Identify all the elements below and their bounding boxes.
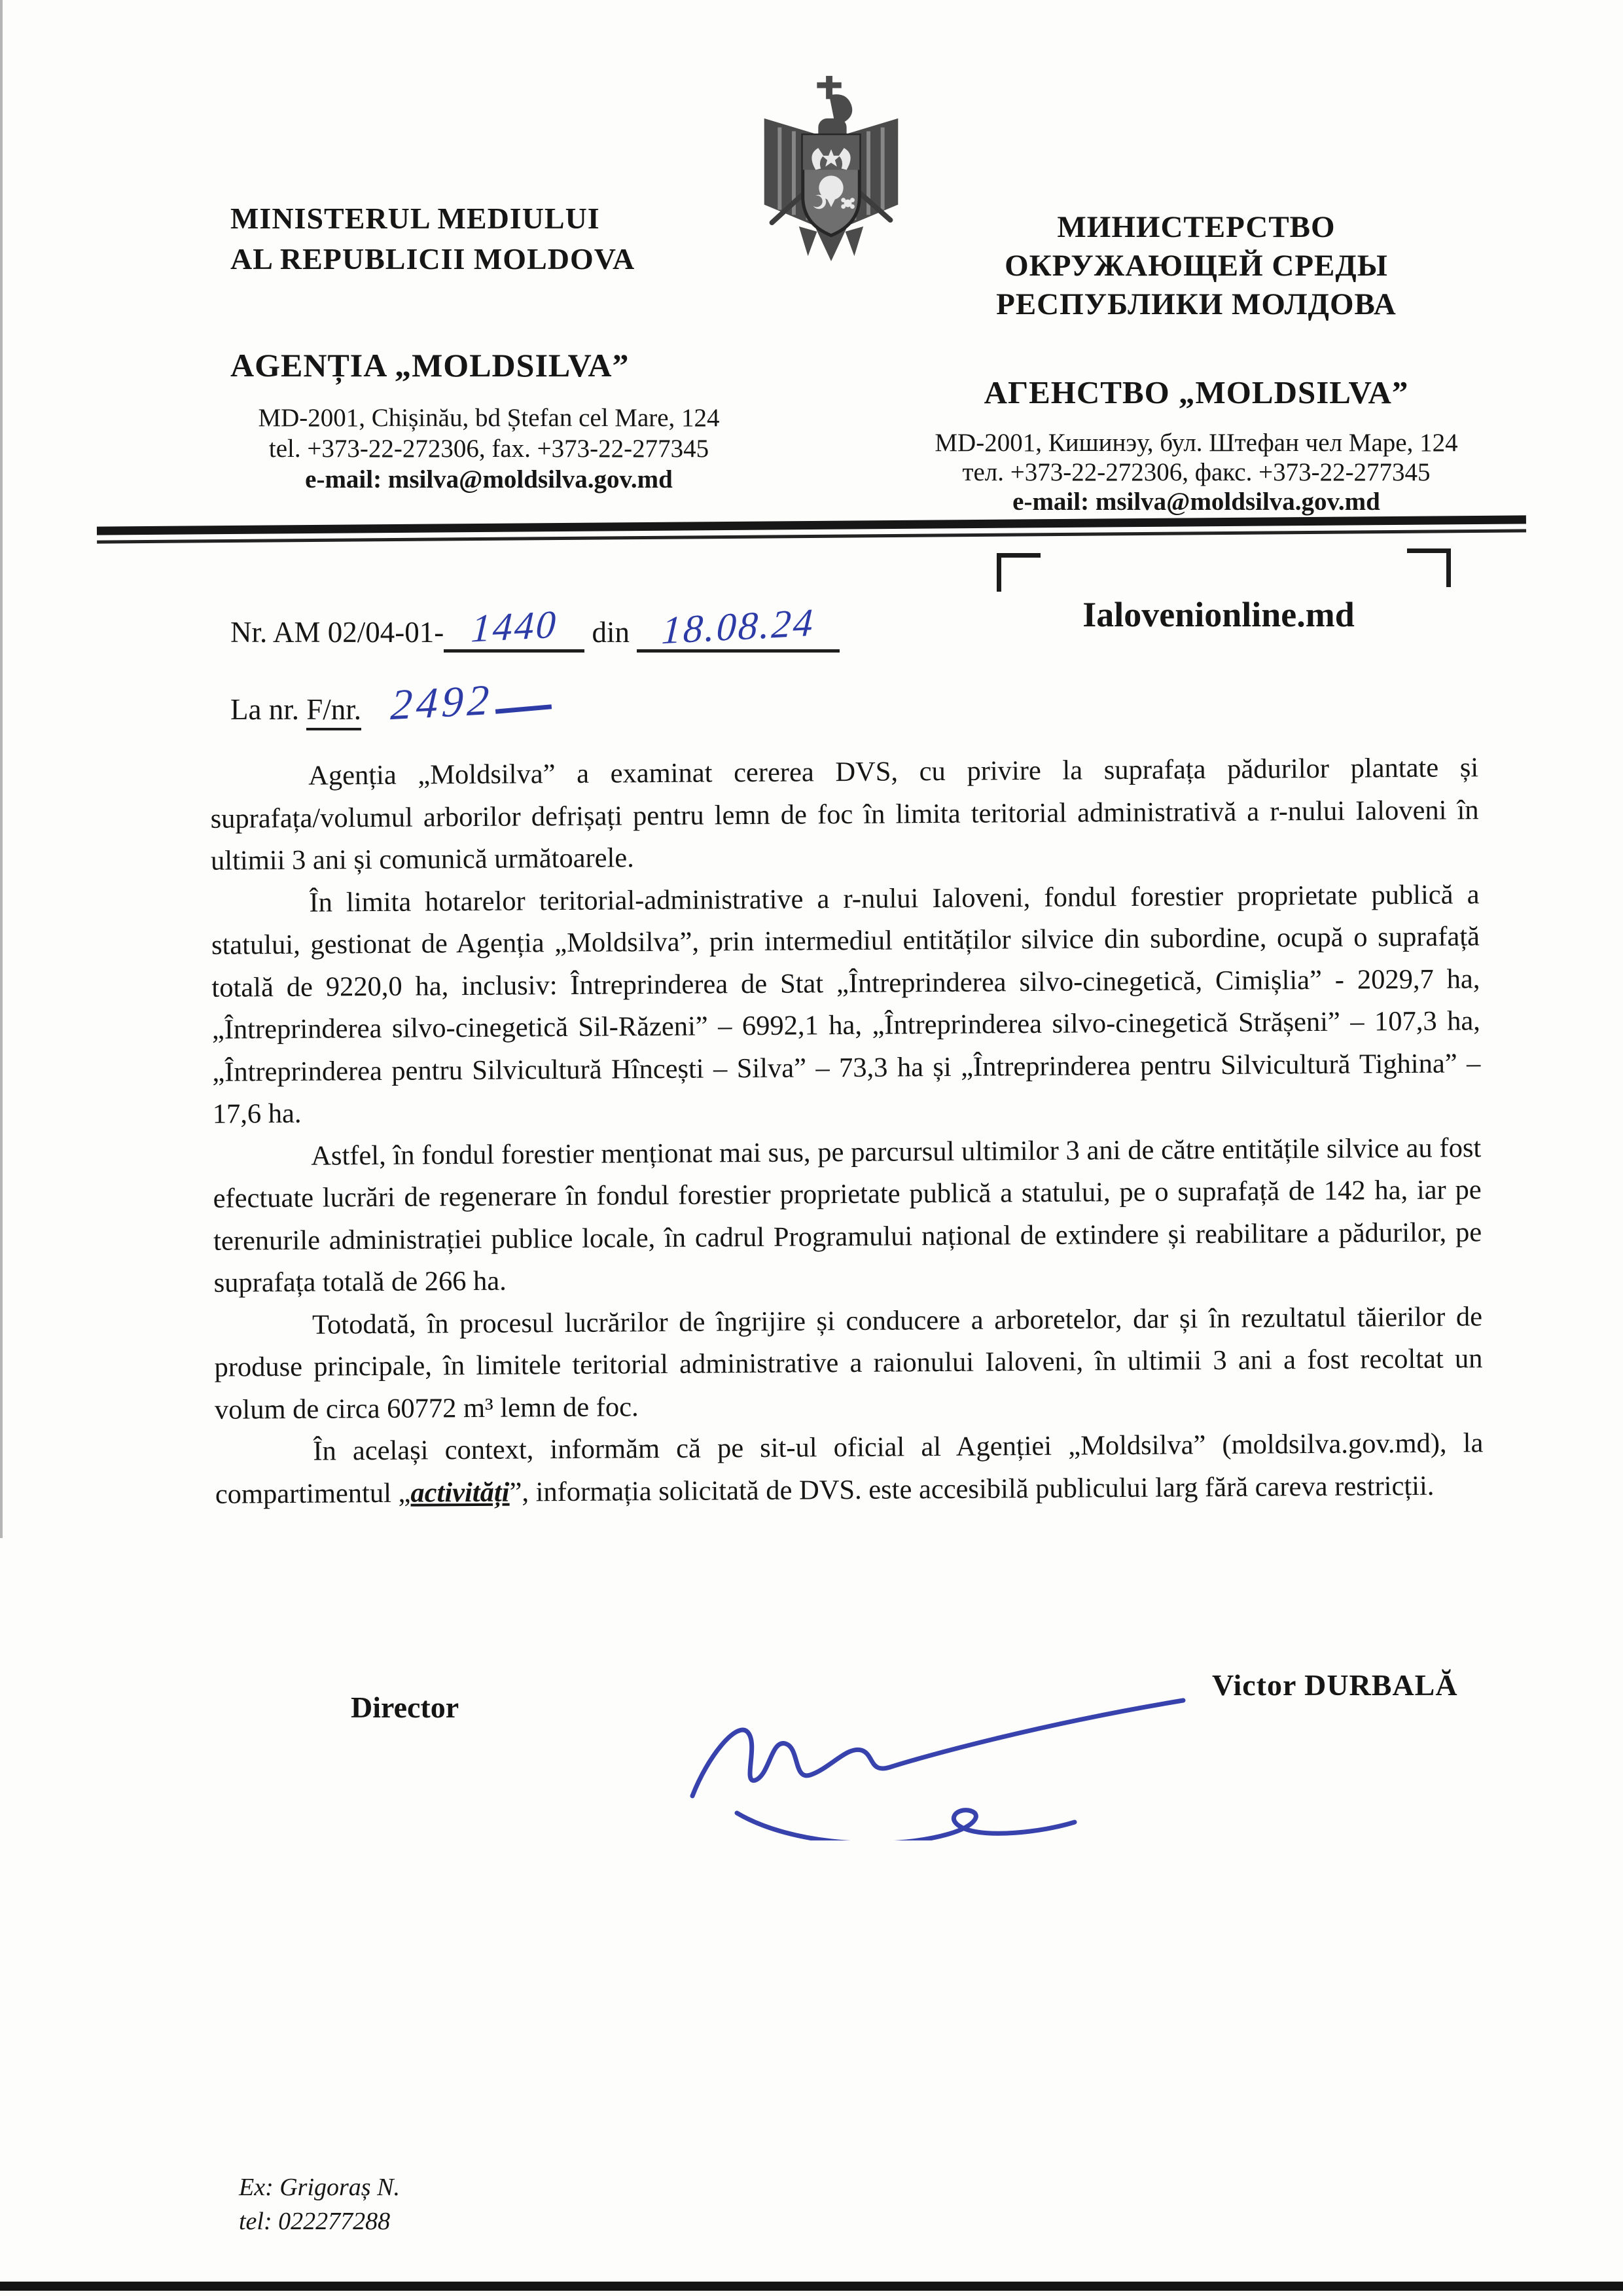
agency-address-ro	[230, 403, 747, 495]
paragraph-5-after: ”, informația solicitată de DVS. este accesibilă publicului larg fără careva restricții.	[509, 1470, 1435, 1508]
address-corner-bracket-left	[997, 553, 1041, 592]
letter-body	[210, 747, 1484, 1516]
letterhead-separator-rule	[97, 515, 1526, 543]
ministry-name-ro	[230, 198, 747, 279]
scan-edge-artifact-left	[0, 0, 3, 1538]
agency-name-ro: AGENȚIA „MOLDSILVA”	[230, 347, 630, 384]
ministry-name-ru-line3: РЕСПУБЛИКИ МОЛДОВА	[996, 287, 1397, 321]
incoming-number-handwritten: 2492	[389, 675, 494, 730]
outgoing-number-blank	[444, 602, 584, 653]
letterhead-right	[895, 208, 1497, 516]
executor-block	[239, 2170, 400, 2238]
signer-name: Victor DURBALĂ	[1212, 1668, 1458, 1702]
din-label: din	[592, 616, 630, 649]
signer-title: Director	[351, 1691, 459, 1724]
outgoing-number-line	[230, 600, 840, 653]
incoming-number-line	[230, 675, 552, 730]
address-corner-bracket-right	[1407, 548, 1451, 587]
ministry-name-ru	[895, 208, 1497, 324]
email-line-ro: e-mail: msilva@moldsilva.gov.md	[305, 465, 673, 493]
letterhead-left	[230, 198, 747, 495]
outgoing-date-blank	[637, 600, 840, 653]
agency-name-ru: АГЕНСТВО „MOLDSILVA”	[984, 374, 1409, 410]
body-paragraph-3: Astfel, în fondul forestier menționat mai sus, pe parcursul ultimilor 3 ani de către entitățile silvice au fost efectuate lucrări de regenerare în fondul forestier proprietate publică a statului, pe o suprafață de 142 ha, iar pe terenurile administrației publice locale, în cadrul Programului național de extindere și reabilitare a pădurilor, pe suprafața totală de 266 ha.	[213, 1132, 1482, 1299]
handwriting-underline-stroke	[495, 704, 552, 713]
paragraph-5-before: În același context, informăm că pe sit-ul oficial al Agenției „Moldsilva” (moldsilva.gov.md), la compartimentul „	[215, 1427, 1484, 1510]
body-paragraph-2: În limita hotarelor teritorial-administrative a r-nului Ialoveni, fondul forestier proprietate publică a statului, gestionat de Agenția „Moldsilva”, prin intermediul entităților silvice din subordine, ocupă o suprafață totală de 9220,0 ha, inclusiv: Întreprinderea de Stat „Întreprinderea silvo-cinegetică, Cimișlia” - 2029,7 ha, „Întreprinderea silvo-cinegetică Sil-Răzeni” – 6992,1 ha, „Întreprinderea silvo-cinegetică Strășeni” – 107,3 ha, „Întreprinderea pentru Silvicultură Hîncești – Silva” – 73,3 ha și „Întreprinderea pentru Silvicultură Tighina” – 17,6 ha.	[211, 878, 1481, 1130]
paragraph-5-emphasis: activități	[410, 1477, 510, 1509]
outgoing-number-handwritten: 1440	[470, 602, 559, 651]
scan-edge-artifact-bottom	[0, 2282, 1623, 2291]
moldova-coat-of-arms-icon	[754, 73, 908, 266]
signature-ink	[674, 1683, 1204, 1840]
ministry-name-ro-line1: MINISTERUL MEDIULUI	[230, 202, 600, 235]
outgoing-number-label: Nr. AM 02/04-01-	[230, 616, 444, 649]
body-paragraph-1: Agenția „Moldsilva” a examinat cererea DVS, cu privire la suprafața pădurilor plantate și suprafața/volumul arborilor defrișați pentru lemn de foc în limita teritorial administrativă a r-nului Ialoveni în ultimii 3 ani și comunică următoarele.	[210, 752, 1479, 876]
executor-phone: tel: 022277288	[239, 2208, 391, 2235]
agency-address-ru	[895, 428, 1497, 516]
outgoing-date-handwritten: 18.08.24	[660, 600, 816, 653]
email-line-ru: e-mail: msilva@moldsilva.gov.md	[1012, 488, 1380, 516]
fnr-label: F/nr.	[306, 693, 361, 730]
ministry-name-ru-line2: ОКРУЖАЮЩЕЙ СРЕДЫ	[1005, 249, 1388, 283]
body-paragraph-5	[215, 1422, 1484, 1516]
phone-fax-line-ro: tel. +373-22-272306, fax. +373-22-277345	[268, 435, 709, 463]
address-line-ru: MD-2001, Кишинэу, бул. Штефан чел Маре, 124	[935, 429, 1458, 457]
body-paragraph-4: Totodată, în procesul lucrărilor de îngrijire și conducere a arboretelor, dar și în rezultatul tăierilor de produse principale, în limitele teritorial administrative a raionului Ialoveni, în ultimii 3 ani a fost recoltat un volum de circa 60772 m³ lemn de foc.	[214, 1300, 1483, 1426]
ministry-name-ru-line1: МИНИСТЕРСТВО	[1057, 210, 1336, 244]
la-nr-label: La nr.	[230, 693, 299, 726]
executor-name: Ex: Grigoraș N.	[239, 2174, 400, 2201]
ministry-name-ro-line2: AL REPUBLICII MOLDOVA	[230, 242, 635, 276]
recipient-name: Ialovenionline.md	[1082, 595, 1355, 634]
address-line-ro: MD-2001, Chișinău, bd Ștefan cel Mare, 124	[258, 404, 720, 432]
phone-fax-line-ru: тел. +373-22-272306, факс. +373-22-277345	[962, 458, 1431, 486]
